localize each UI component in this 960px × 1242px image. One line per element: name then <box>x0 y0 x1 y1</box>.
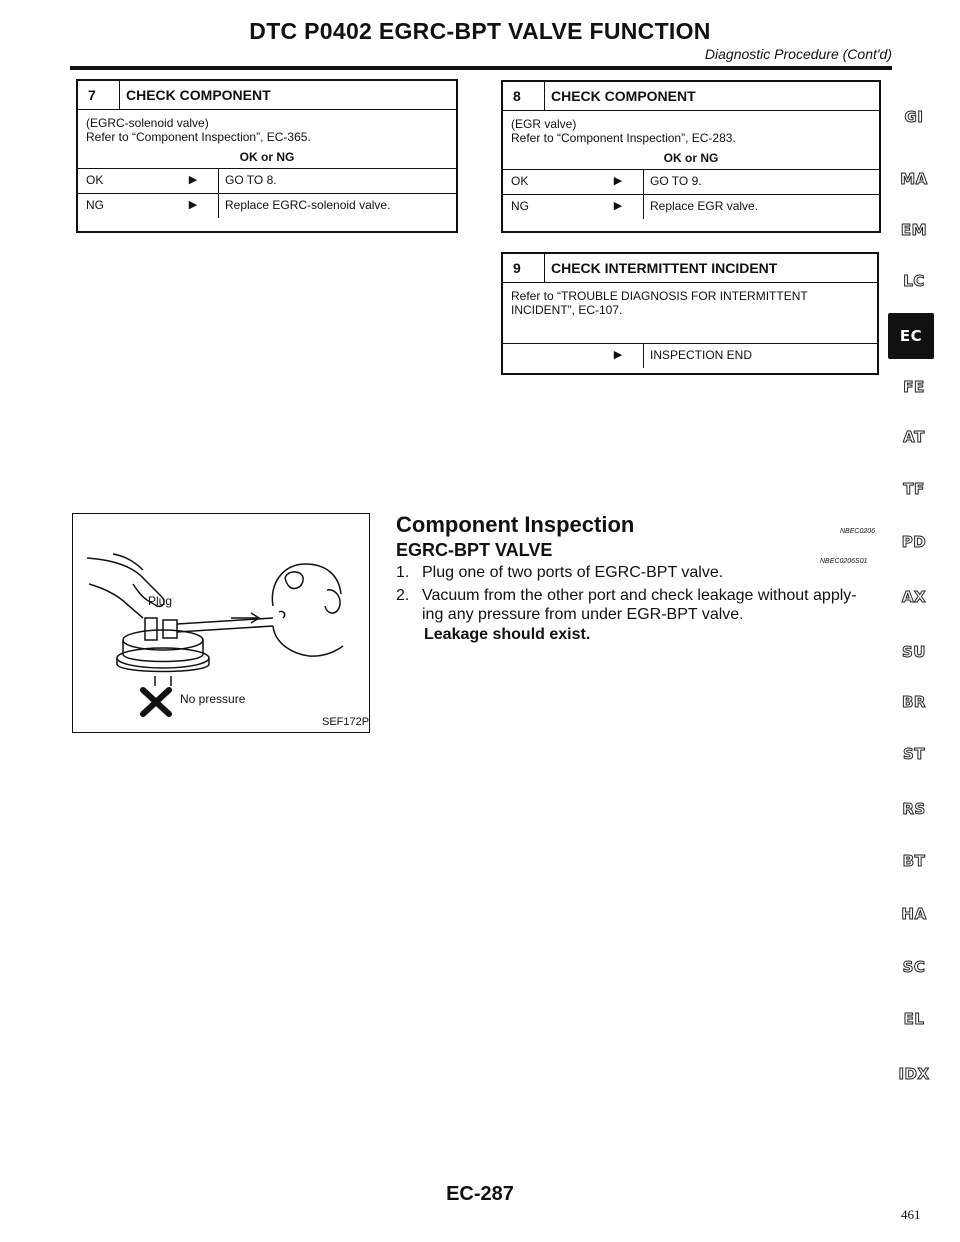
no-pressure-label: No pressure <box>180 692 246 706</box>
tab-at[interactable]: AT <box>903 428 925 446</box>
reference-code: NBEC0206 <box>840 528 876 535</box>
tab-lc[interactable]: LC <box>903 272 925 290</box>
tab-su[interactable]: SU <box>902 643 926 661</box>
tab-br[interactable]: BR <box>902 693 926 711</box>
check-box-7 <box>76 79 458 233</box>
box-body <box>78 110 456 148</box>
arrow-right-icon: ▶ <box>613 175 623 187</box>
result-action: GO TO 8. <box>218 169 456 193</box>
body-line: Refer to “Component Inspection”, EC-283. <box>511 131 736 145</box>
body-line: (EGRC-solenoid valve) <box>86 116 209 130</box>
box-header <box>503 82 879 111</box>
result-label: NG <box>86 198 104 212</box>
tab-sc[interactable]: SC <box>902 958 926 976</box>
step-number: 8 <box>503 82 545 110</box>
tab-st[interactable]: ST <box>902 745 926 763</box>
tab-ec[interactable]: EC <box>888 313 934 359</box>
box-header <box>503 254 877 283</box>
tab-em[interactable]: EM <box>900 221 928 239</box>
tab-pd[interactable]: PD <box>901 533 927 551</box>
result-action: Replace EGRC-solenoid valve. <box>218 194 456 218</box>
leakage-note: Leakage should exist. <box>424 626 591 643</box>
result-rows <box>78 169 456 218</box>
result-row-end <box>503 344 877 368</box>
step-title: CHECK INTERMITTENT INCIDENT <box>551 260 778 276</box>
page-title: DTC P0402 EGRC-BPT VALVE FUNCTION <box>249 18 711 44</box>
body-line: (EGR valve) <box>511 117 577 131</box>
box-body <box>503 283 877 344</box>
result-row-ng <box>503 194 879 219</box>
tab-ax[interactable]: AX <box>901 588 927 606</box>
tab-el[interactable]: EL <box>903 1010 925 1028</box>
box-header <box>78 81 456 110</box>
step-number: 1. <box>396 564 410 581</box>
result-action: Replace EGR valve. <box>643 195 879 219</box>
result-label: OK <box>511 174 529 188</box>
section-subheading: EGRC-BPT VALVE <box>396 540 553 560</box>
section-heading: Component Inspection <box>396 512 635 537</box>
tab-fe[interactable]: FE <box>903 378 925 396</box>
step-text: Plug one of two ports of EGRC-BPT valve. <box>422 564 724 581</box>
tab-ha[interactable]: HA <box>901 905 927 923</box>
step-title: CHECK COMPONENT <box>126 87 271 103</box>
result-row-ok <box>78 169 456 193</box>
result-row-ng <box>78 193 456 218</box>
plug-label: Plug <box>148 594 173 608</box>
result-rows <box>503 170 879 219</box>
step-number: 9 <box>503 254 545 282</box>
result-action: GO TO 9. <box>643 170 879 194</box>
check-box-8 <box>501 80 881 233</box>
tab-rs[interactable]: RS <box>902 800 926 818</box>
header-rule <box>70 66 892 70</box>
tab-tf[interactable]: TF <box>903 480 925 498</box>
ok-or-ng-label: OK or NG <box>503 149 879 170</box>
tab-idx[interactable]: IDX <box>898 1065 930 1083</box>
page-number: EC-287 <box>446 1183 514 1205</box>
result-row-ok <box>503 170 879 194</box>
figure-code: SEF172P <box>322 716 370 728</box>
step-number: 7 <box>78 81 120 109</box>
reference-code: NBEC0206S01 <box>820 558 868 565</box>
step-2 <box>396 586 862 624</box>
ok-or-ng-label: OK or NG <box>78 148 456 169</box>
step-1 <box>396 563 862 582</box>
step-number: 2. <box>396 587 410 604</box>
result-action: INSPECTION END <box>643 344 877 368</box>
tab-ma[interactable]: MA <box>900 170 928 188</box>
box-body <box>503 111 879 149</box>
arrow-right-icon: ▶ <box>613 349 623 361</box>
check-box-9 <box>501 252 879 375</box>
result-rows <box>503 344 877 368</box>
result-label <box>503 344 593 368</box>
arrow-right-icon: ▶ <box>188 174 198 186</box>
arrow-right-icon: ▶ <box>188 199 198 211</box>
tab-gi[interactable]: GI <box>904 108 924 126</box>
arrow-right-icon: ▶ <box>613 200 623 212</box>
page-subtitle: Diagnostic Procedure (Cont'd) <box>704 46 892 62</box>
body-line: Refer to “Component Inspection”, EC-365. <box>86 130 311 144</box>
step-text: Vacuum from the other port and check leakage without apply-ing any pressure from under EGR-BPT valve. <box>422 587 857 623</box>
result-label: NG <box>511 199 529 213</box>
tab-bt[interactable]: BT <box>902 852 926 870</box>
step-title: CHECK COMPONENT <box>551 88 696 104</box>
body-line: Refer to “TROUBLE DIAGNOSIS FOR INTERMITTENT <box>511 289 808 303</box>
body-line: INCIDENT”, EC-107. <box>511 303 623 317</box>
corner-page-number: 461 <box>901 1207 921 1222</box>
result-label: OK <box>86 173 104 187</box>
